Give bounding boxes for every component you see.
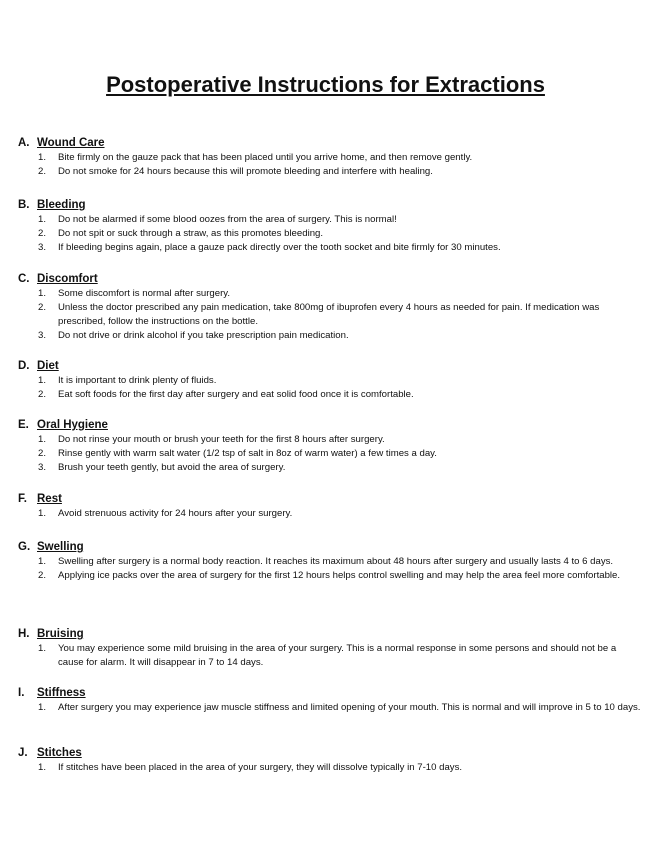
instruction-list [18, 507, 643, 521]
section-bruising [18, 627, 643, 670]
section-heading [18, 746, 643, 760]
list-item [18, 165, 643, 179]
item-text: Do not spit or suck through a straw, as this promotes bleeding. [58, 228, 324, 239]
item-number: 1. [38, 508, 47, 519]
item-number: 1. [38, 214, 47, 225]
section-letter: C. [18, 273, 30, 285]
item-text: It is important to drink plenty of fluids. [58, 375, 217, 386]
item-text: Some discomfort is normal after surgery. [58, 288, 231, 299]
item-number: 1. [38, 556, 47, 567]
section-letter: J. [18, 747, 28, 759]
instruction-list [18, 701, 643, 715]
item-number: 3. [38, 330, 47, 341]
section-stiffness [18, 686, 643, 715]
item-text: Avoid strenuous activity for 24 hours after your surgery. [58, 508, 293, 519]
list-item [18, 761, 643, 775]
list-item [18, 461, 643, 475]
section-oral-hygiene [18, 418, 643, 475]
item-number: 2. [38, 166, 47, 177]
section-bleeding [18, 198, 643, 255]
list-item [18, 301, 643, 329]
item-text: After surgery you may experience jaw muscle stiffness and limited opening of your mouth. This is normal and will improve in 5 to 10 days. [58, 702, 641, 713]
list-item [18, 388, 643, 402]
item-number: 1. [38, 375, 47, 386]
list-item [18, 329, 643, 343]
section-title: Discomfort [37, 273, 98, 285]
section-heading [18, 272, 643, 286]
item-text: Rinse gently with warm salt water (1/2 tsp of salt in 8oz of warm water) a few times a day. [58, 448, 437, 459]
item-text: Brush your teeth gently, but avoid the area of surgery. [58, 462, 286, 473]
section-title: Diet [37, 360, 59, 372]
section-title: Stitches [37, 747, 82, 759]
section-rest [18, 492, 643, 521]
section-wound-care [18, 136, 643, 179]
list-item [18, 227, 643, 241]
item-text: Swelling after surgery is a normal body reaction. It reaches its maximum about 48 hours after surgery and usually lasts 4 to 6 days. [58, 556, 614, 567]
list-item [18, 507, 643, 521]
instruction-list [18, 213, 643, 255]
item-text: If stitches have been placed in the area of your surgery, they will dissolve typically in 7-10 days. [58, 762, 463, 773]
section-title: Stiffness [37, 687, 86, 699]
section-letter: E. [18, 419, 29, 431]
list-item [18, 151, 643, 165]
section-letter: B. [18, 199, 30, 211]
instruction-list [18, 151, 643, 179]
item-number: 1. [38, 434, 47, 445]
item-number: 2. [38, 389, 47, 400]
instruction-list [18, 433, 643, 475]
item-number: 1. [38, 702, 47, 713]
section-title: Rest [37, 493, 62, 505]
list-item [18, 433, 643, 447]
list-item [18, 213, 643, 227]
item-number: 1. [38, 152, 47, 163]
item-number: 2. [38, 228, 47, 239]
list-item [18, 555, 643, 569]
item-text: Do not smoke for 24 hours because this will promote bleeding and interfere with healing. [58, 166, 433, 177]
item-text: You may experience some mild bruising in the area of your surgery. This is a normal response in some persons and should not be a cause for alarm. It will disappear in 7 to 14 days. [58, 643, 617, 668]
section-heading [18, 686, 643, 700]
section-title: Oral Hygiene [37, 419, 108, 431]
list-item [18, 569, 643, 583]
item-text: Do not be alarmed if some blood oozes from the area of surgery. This is normal! [58, 214, 397, 225]
item-number: 2. [38, 448, 47, 459]
item-number: 1. [38, 288, 47, 299]
instruction-list [18, 555, 643, 583]
item-text: Do not rinse your mouth or brush your teeth for the first 8 hours after surgery. [58, 434, 385, 445]
section-heading [18, 540, 643, 554]
item-number: 1. [38, 643, 47, 654]
item-number: 1. [38, 762, 47, 773]
item-text: Unless the doctor prescribed any pain medication, take 800mg of ibuprofen every 4 hours as needed for pain. If medication was prescribed, follow the instructions on the bottle. [58, 302, 600, 327]
item-text: Applying ice packs over the area of surgery for the first 12 hours helps control swelling and may help the area feel more comfortable. [58, 570, 621, 581]
item-number: 3. [38, 462, 47, 473]
section-discomfort [18, 272, 643, 343]
list-item [18, 241, 643, 255]
instruction-list [18, 761, 643, 775]
item-text: Do not drive or drink alcohol if you take prescription pain medication. [58, 330, 349, 341]
section-title: Bruising [37, 628, 84, 640]
section-letter: H. [18, 628, 30, 640]
item-text: If bleeding begins again, place a gauze pack directly over the tooth socket and bite firmly for 30 minutes. [58, 242, 501, 253]
section-stitches [18, 746, 643, 775]
section-title: Wound Care [37, 137, 105, 149]
instruction-list [18, 642, 643, 670]
section-heading [18, 198, 643, 212]
section-heading [18, 492, 643, 506]
section-letter: A. [18, 137, 30, 149]
item-number: 2. [38, 570, 47, 581]
section-heading [18, 627, 643, 641]
list-item [18, 642, 643, 670]
item-text: Eat soft foods for the first day after surgery and eat solid food once it is comfortable. [58, 389, 414, 400]
section-diet [18, 359, 643, 402]
section-heading [18, 359, 643, 373]
section-letter: D. [18, 360, 30, 372]
section-title: Bleeding [37, 199, 86, 211]
section-swelling [18, 540, 643, 583]
section-title: Swelling [37, 541, 84, 553]
instruction-list [18, 374, 643, 402]
section-letter: F. [18, 493, 27, 505]
section-heading [18, 418, 643, 432]
item-number: 3. [38, 242, 47, 253]
list-item [18, 447, 643, 461]
section-letter: I. [18, 687, 25, 699]
item-text: Bite firmly on the gauze pack that has been placed until you arrive home, and then remove gently. [58, 152, 473, 163]
list-item [18, 287, 643, 301]
page-title: Postoperative Instructions for Extractions [106, 72, 545, 97]
instruction-list [18, 287, 643, 343]
list-item [18, 701, 643, 715]
section-heading [18, 136, 643, 150]
section-letter: G. [18, 541, 31, 553]
item-number: 2. [38, 302, 47, 313]
list-item [18, 374, 643, 388]
